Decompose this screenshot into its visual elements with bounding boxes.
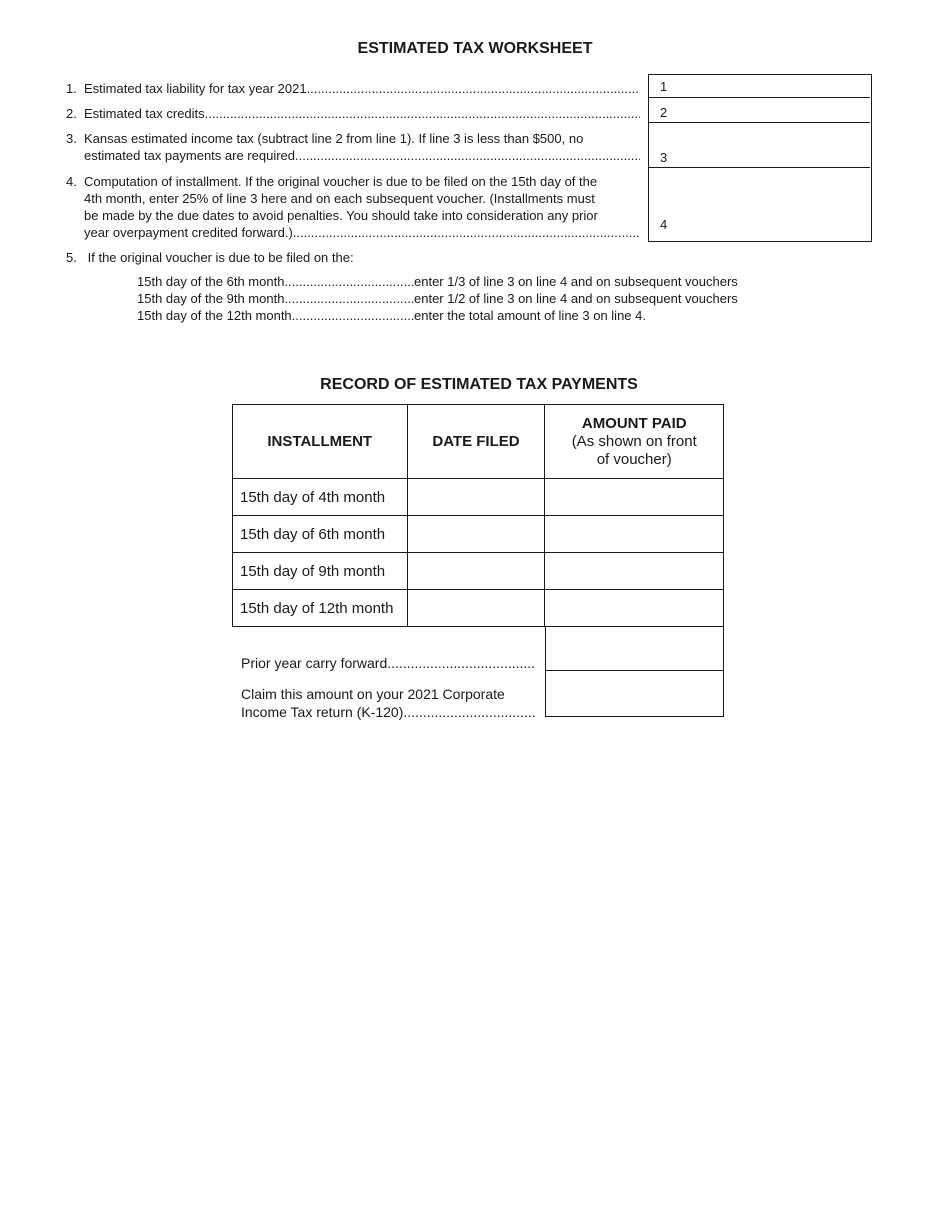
schedule-instruction: enter 1/3 of line 3 on line 4 and on subsequent vouchers	[414, 274, 738, 289]
line-4-text-d: year overpayment credited forward.)	[84, 225, 293, 240]
worksheet-title: ESTIMATED TAX WORKSHEET	[357, 40, 593, 57]
payments-table	[232, 404, 724, 627]
line-3	[66, 130, 646, 164]
leader-dots	[284, 273, 414, 290]
line-5-text: If the original voucher is due to be filed on the:	[87, 250, 354, 265]
line-3-text-a: Kansas estimated income tax (subtract line 2 from line 1). If line 3 is less than $500, no	[84, 131, 584, 146]
leader-dots	[293, 224, 640, 241]
line-1	[66, 80, 640, 97]
leader-dots	[295, 147, 640, 164]
line-2	[66, 105, 640, 122]
leader-dots	[387, 654, 536, 672]
leader-dots	[205, 105, 640, 122]
date-filed-cell[interactable]	[407, 479, 545, 516]
line-4	[66, 173, 646, 241]
line-3-text-b: estimated tax payments are required	[84, 148, 295, 163]
carry-forward-label	[241, 654, 536, 672]
record-title: RECORD OF ESTIMATED TAX PAYMENTS	[320, 376, 638, 393]
schedule-due: 15th day of the 9th month	[137, 291, 285, 306]
leader-dots	[307, 80, 640, 97]
schedule-instruction: enter 1/2 of line 3 on line 4 and on subsequent vouchers	[414, 291, 738, 306]
schedule-row	[137, 307, 738, 324]
line-2-number: 2.	[66, 106, 77, 121]
date-filed-cell[interactable]	[407, 516, 545, 553]
worksheet-entry-column	[648, 74, 872, 242]
amount-paid-cell[interactable]	[545, 479, 724, 516]
amount-paid-cell[interactable]	[545, 516, 724, 553]
line-4-entry-box[interactable]	[649, 167, 870, 240]
schedule-row	[137, 273, 738, 290]
line-3-number: 3.	[66, 131, 77, 146]
line-1-entry-box[interactable]	[649, 75, 870, 98]
claim-text-2: Income Tax return (K-120)	[241, 704, 404, 720]
line-1-text: Estimated tax liability for tax year 2021	[84, 81, 307, 96]
line-4-box-label: 4	[660, 217, 668, 232]
claim-text-1: Claim this amount on your 2021 Corporate	[241, 686, 505, 702]
leader-dots	[284, 290, 414, 307]
line-4-text-c: be made by the due dates to avoid penalties. You should take into consideration any prior	[84, 208, 598, 223]
line-1-number: 1.	[66, 81, 77, 96]
leader-dots	[403, 703, 536, 721]
line-4-number: 4.	[66, 174, 77, 189]
schedule-list	[137, 273, 738, 324]
amount-paid-cell[interactable]	[545, 590, 724, 627]
installment-cell: 15th day of 6th month	[233, 516, 408, 553]
line-5-number: 5.	[66, 250, 77, 265]
installment-cell: 15th day of 12th month	[233, 590, 408, 627]
table-row	[233, 479, 724, 516]
schedule-due: 15th day of the 12th month	[137, 308, 292, 323]
header-amount-paid-label: AMOUNT PAID	[581, 414, 687, 432]
schedule-instruction: enter the total amount of line 3 on line 4.	[414, 308, 646, 323]
line-3-entry-box[interactable]	[649, 122, 870, 168]
leader-dots	[292, 307, 414, 324]
line-4-text-b: 4th month, enter 25% of line 3 here and on each subsequent voucher. (Installments must	[84, 191, 595, 206]
table-row	[233, 553, 724, 590]
header-installment: INSTALLMENT	[233, 405, 408, 479]
table-row	[233, 516, 724, 553]
line-3-box-label: 3	[660, 150, 668, 165]
header-amount-note-2: of voucher)	[596, 450, 672, 468]
header-date-filed: DATE FILED	[407, 405, 545, 479]
header-amount-note-1: (As shown on front	[571, 432, 697, 450]
claim-amount-label	[241, 685, 537, 721]
installment-cell: 15th day of 4th month	[233, 479, 408, 516]
line-4-text-a: Computation of installment. If the original voucher is due to be filed on the 15th day of the	[84, 174, 598, 189]
amount-paid-cell[interactable]	[545, 553, 724, 590]
header-amount-paid	[545, 405, 724, 479]
line-1-box-label: 1	[660, 79, 668, 94]
date-filed-cell[interactable]	[407, 553, 545, 590]
table-row	[233, 590, 724, 627]
line-2-text: Estimated tax credits	[84, 106, 205, 121]
carry-forward-box[interactable]	[545, 626, 724, 671]
line-5	[66, 249, 354, 266]
schedule-row	[137, 290, 738, 307]
line-2-entry-box[interactable]	[649, 97, 870, 123]
schedule-due: 15th day of the 6th month	[137, 274, 285, 289]
line-2-box-label: 2	[660, 105, 668, 120]
carry-forward-text: Prior year carry forward	[241, 655, 388, 671]
installment-cell: 15th day of 9th month	[233, 553, 408, 590]
claim-amount-box[interactable]	[545, 670, 724, 717]
date-filed-cell[interactable]	[407, 590, 545, 627]
